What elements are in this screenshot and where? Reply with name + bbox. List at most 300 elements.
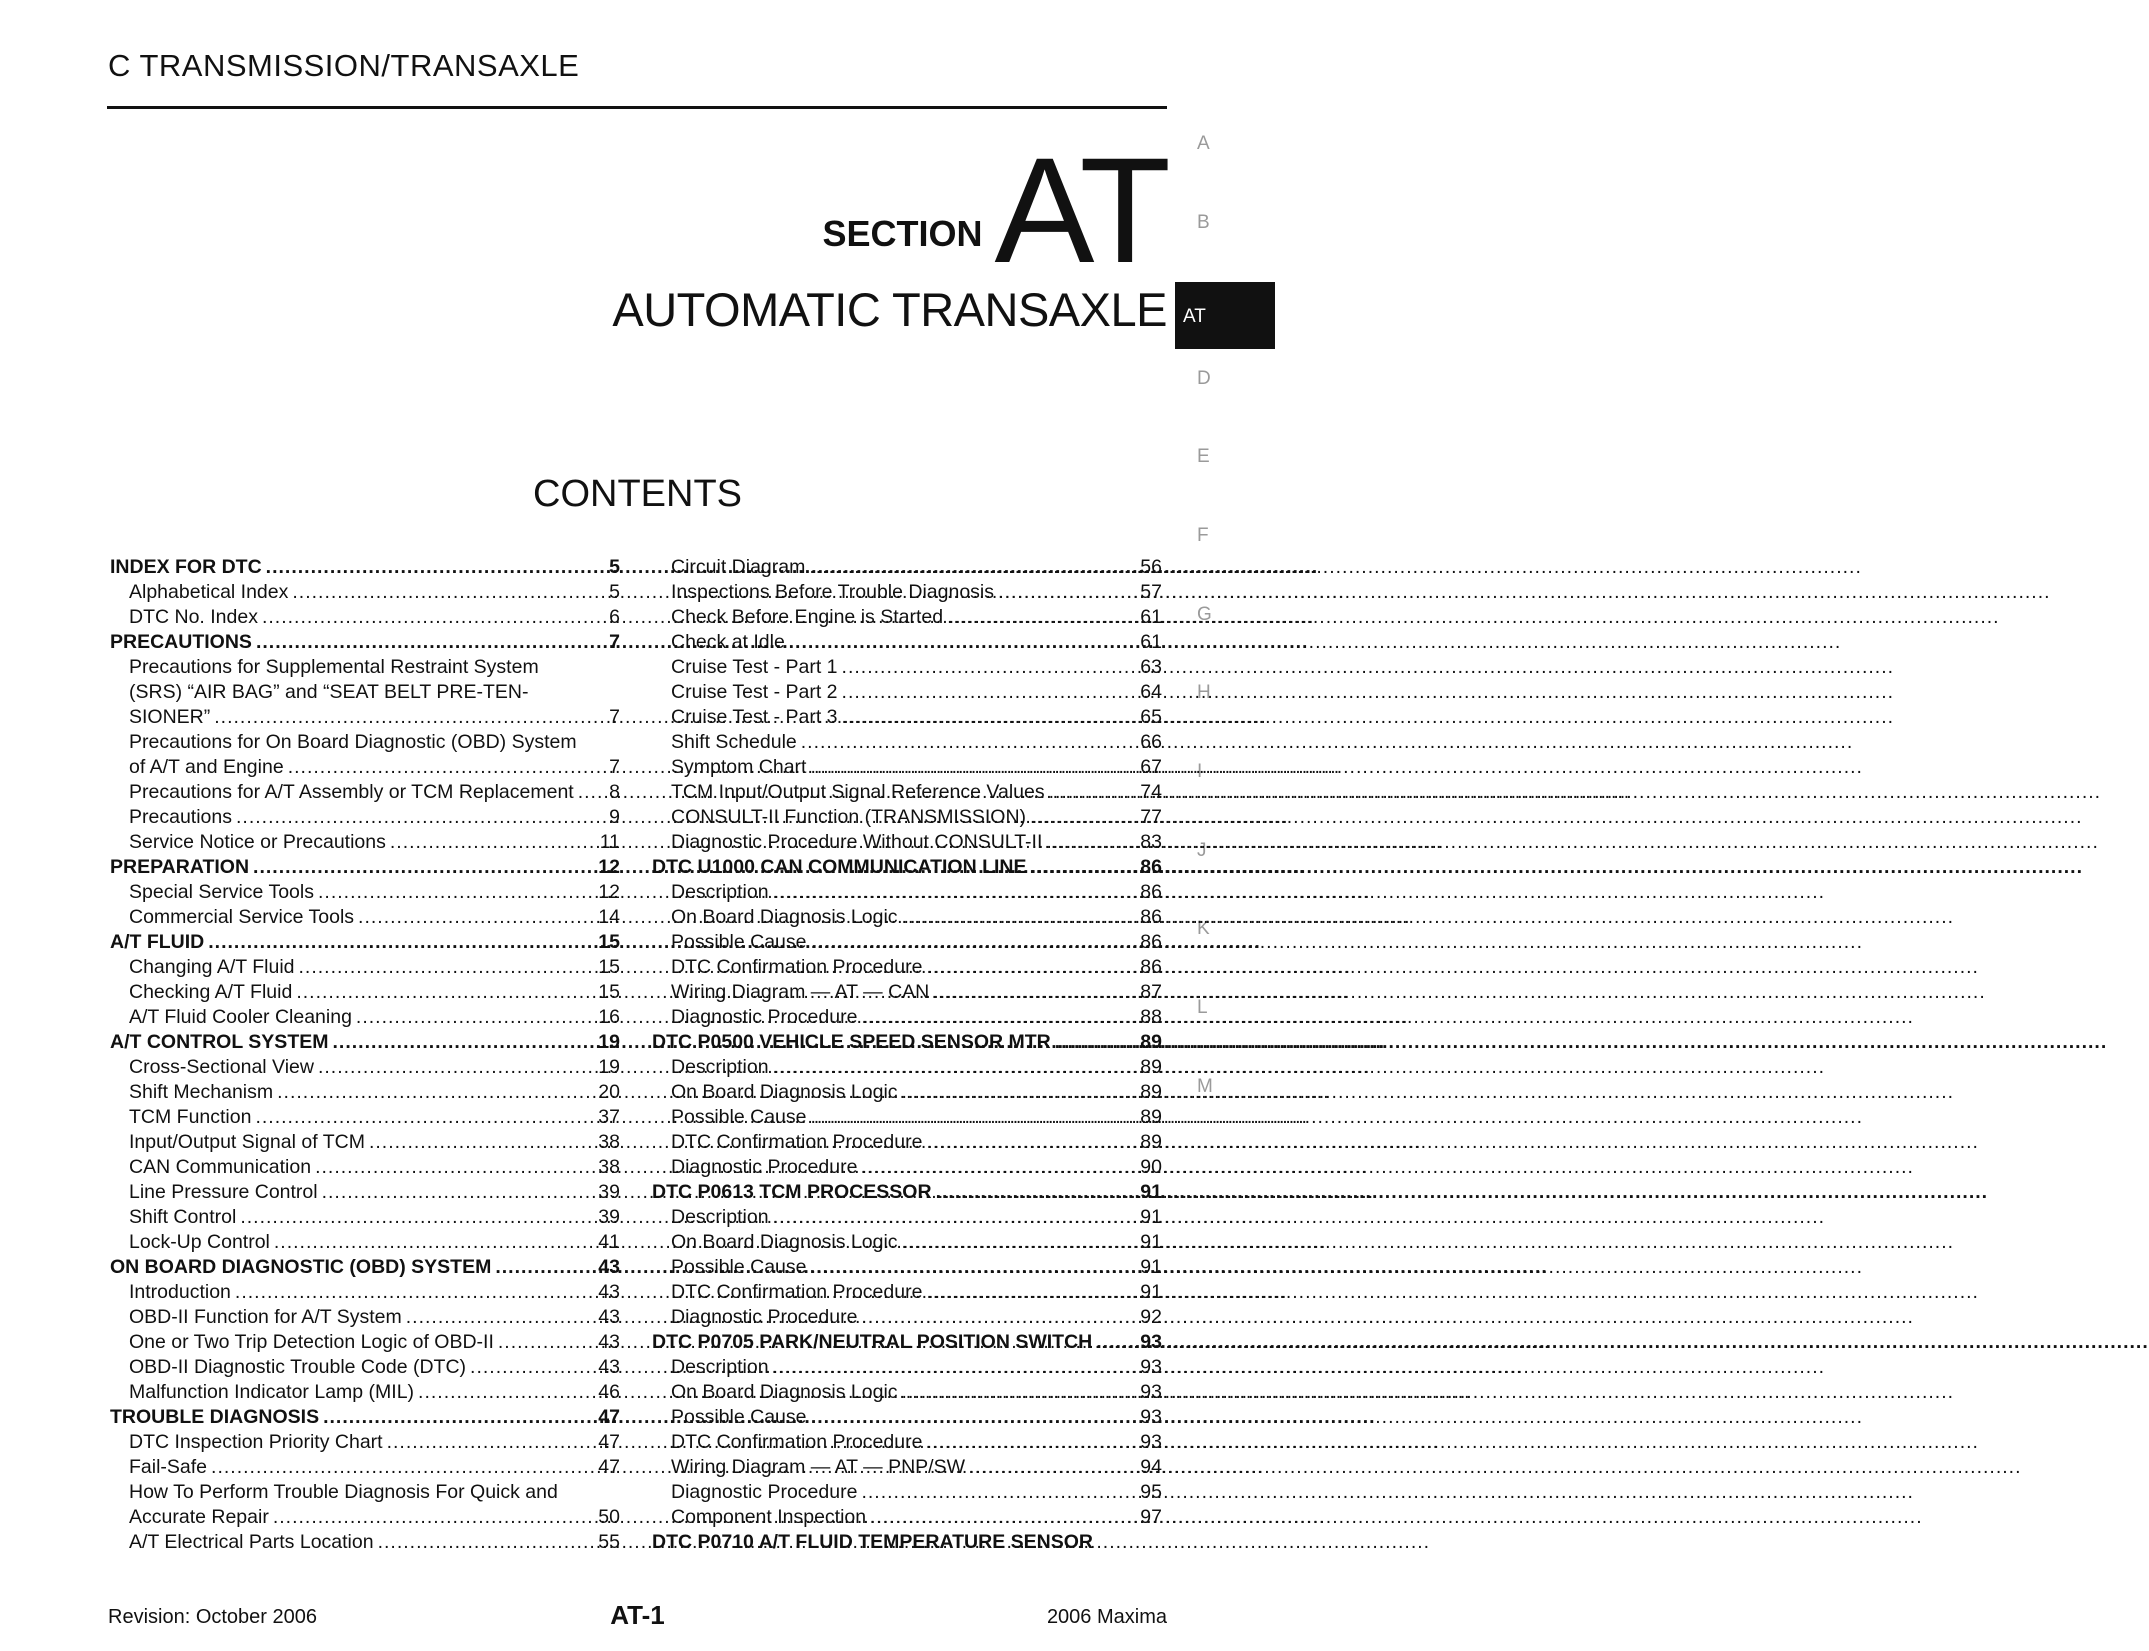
toc-entry-page: 91 xyxy=(1140,1281,1162,1303)
toc-leader-dots xyxy=(861,1005,1136,1030)
toc-entry-page: 7 xyxy=(609,631,620,653)
toc-entry-page: 88 xyxy=(1140,1006,1162,1028)
toc-entry-title: Special Service Tools xyxy=(129,881,314,903)
toc-entry[interactable] xyxy=(110,680,620,705)
toc-entry-title: Check at Idle xyxy=(671,631,785,653)
toc-entry-title: DTC U1000 CAN COMMUNICATION LINE xyxy=(652,856,1027,878)
toc-entry-page: 89 xyxy=(1140,1031,1162,1053)
toc-entry[interactable] xyxy=(652,1105,1162,1130)
toc-entry[interactable] xyxy=(110,580,620,605)
toc-leader-dots xyxy=(809,555,1136,580)
toc-entry[interactable] xyxy=(110,980,620,1005)
toc-entry-page: 74 xyxy=(1140,781,1162,803)
toc-right-column xyxy=(652,555,1162,1555)
toc-entry-page: 39 xyxy=(598,1181,620,1203)
toc-entry-title: How To Perform Trouble Diagnosis For Quick and xyxy=(129,1481,558,1503)
toc-entry[interactable] xyxy=(110,1055,620,1080)
toc-entry-title: Possible Cause xyxy=(671,1106,807,1128)
toc-entry[interactable] xyxy=(652,1305,1162,1330)
toc-leader-dots xyxy=(936,1180,1137,1205)
toc-leader-dots xyxy=(277,1080,594,1105)
toc-entry-page: 20 xyxy=(598,1081,620,1103)
toc-entry[interactable] xyxy=(652,1055,1162,1080)
toc-leader-dots xyxy=(811,1255,1137,1280)
toc-entry-page: 43 xyxy=(598,1356,620,1378)
toc-entry[interactable] xyxy=(110,755,620,780)
toc-entry-page: 93 xyxy=(1140,1381,1162,1403)
toc-entry[interactable] xyxy=(110,780,620,805)
toc-leader-dots xyxy=(318,880,594,905)
toc-leader-dots xyxy=(933,980,1136,1005)
toc-leader-dots xyxy=(801,730,1137,755)
toc-entry[interactable] xyxy=(110,1105,620,1130)
toc-leader-dots xyxy=(926,1130,1136,1155)
side-index-i[interactable]: I xyxy=(1197,761,1203,782)
toc-entry[interactable] xyxy=(652,605,1162,630)
section-code: AT xyxy=(994,126,1167,294)
toc-entry[interactable] xyxy=(110,1480,620,1505)
toc-leader-dots xyxy=(332,1030,594,1055)
toc-leader-dots xyxy=(842,705,1137,730)
toc-entry-page: 46 xyxy=(598,1381,620,1403)
toc-leader-dots xyxy=(811,1405,1137,1430)
toc-entry-title: ON BOARD DIAGNOSTIC (OBD) SYSTEM xyxy=(110,1256,492,1278)
toc-entry-title: Service Notice or Precautions xyxy=(129,831,386,853)
toc-entry[interactable] xyxy=(652,705,1162,730)
toc-entry-page: 87 xyxy=(1140,981,1162,1003)
toc-entry-title: On Board Diagnosis Logic xyxy=(671,906,898,928)
side-index-j[interactable]: J xyxy=(1197,840,1207,861)
toc-entry-title: On Board Diagnosis Logic xyxy=(671,1081,898,1103)
toc-leader-dots xyxy=(861,1155,1136,1180)
toc-leader-dots xyxy=(266,555,605,580)
toc-entry-title: On Board Diagnosis Logic xyxy=(671,1381,898,1403)
side-index-active-at[interactable] xyxy=(1175,282,1275,349)
toc-leader-dots xyxy=(1030,805,1136,830)
toc-leader-dots xyxy=(773,1055,1137,1080)
toc-entry[interactable] xyxy=(652,880,1162,905)
toc-left-column xyxy=(110,555,620,1555)
toc-entry-page: 86 xyxy=(1140,956,1162,978)
toc-leader-dots xyxy=(358,905,594,930)
toc-leader-dots xyxy=(470,1355,594,1380)
toc-entry-title: Accurate Repair xyxy=(129,1506,269,1528)
toc-entry-page: 92 xyxy=(1140,1306,1162,1328)
toc-entry-title: DTC P0705 PARK/NEUTRAL POSITION SWITCH xyxy=(652,1331,1093,1353)
toc-entry[interactable] xyxy=(652,1480,1162,1505)
toc-leader-dots xyxy=(322,1180,595,1205)
toc-entry[interactable] xyxy=(652,1255,1162,1280)
toc-entry[interactable] xyxy=(652,630,1162,655)
toc-entry-page: 95 xyxy=(1140,1481,1162,1503)
toc-entry-title: DTC P0710 A/T FLUID TEMPERATURE SENSOR xyxy=(652,1531,1093,1553)
toc-entry-title: DTC P0613 TCM PROCESSOR xyxy=(652,1181,932,1203)
toc-entry-title: Introduction xyxy=(129,1281,231,1303)
toc-entry[interactable] xyxy=(652,805,1162,830)
toc-entry[interactable] xyxy=(652,1080,1162,1105)
toc-entry-page: 93 xyxy=(1140,1406,1162,1428)
toc-section-entry[interactable] xyxy=(652,1180,1162,1205)
toc-entry-title: DTC Inspection Priority Chart xyxy=(129,1431,383,1453)
toc-entry[interactable] xyxy=(652,1130,1162,1155)
toc-entry[interactable] xyxy=(110,880,620,905)
toc-entry-page: 55 xyxy=(598,1531,620,1553)
toc-entry-page: 38 xyxy=(598,1131,620,1153)
toc-entry-title: TCM Function xyxy=(129,1106,252,1128)
toc-leader-dots xyxy=(255,1105,594,1130)
toc-section-entry[interactable] xyxy=(110,1405,620,1430)
toc-entry[interactable] xyxy=(110,605,620,630)
toc-entry-page: 91 xyxy=(1140,1181,1162,1203)
toc-entry-title: Diagnostic Procedure xyxy=(671,1006,858,1028)
toc-entry-title: Line Pressure Control xyxy=(129,1181,318,1203)
toc-entry-page: 11 xyxy=(599,831,620,853)
toc-entry-page: 12 xyxy=(598,881,620,903)
toc-leader-dots xyxy=(256,630,605,655)
toc-entry-page: 86 xyxy=(1140,906,1162,928)
toc-entry-title: INDEX FOR DTC xyxy=(110,556,262,578)
toc-entry-title: DTC Confirmation Procedure xyxy=(671,1431,923,1453)
toc-entry-title: Changing A/T Fluid xyxy=(129,956,295,978)
toc-entry[interactable] xyxy=(110,1180,620,1205)
toc-entry-title: PRECAUTIONS xyxy=(110,631,252,653)
toc-leader-dots xyxy=(1096,1330,1136,1355)
toc-entry[interactable] xyxy=(652,1355,1162,1380)
toc-entry[interactable] xyxy=(652,905,1162,930)
toc-entry[interactable] xyxy=(652,1455,1162,1480)
toc-entry-page: 77 xyxy=(1140,806,1162,828)
side-index-m[interactable]: M xyxy=(1197,1076,1213,1097)
toc-leader-dots xyxy=(998,580,1136,605)
toc-entry[interactable] xyxy=(110,655,620,680)
toc-entry-title: Diagnostic Procedure xyxy=(671,1481,858,1503)
toc-entry[interactable] xyxy=(652,1205,1162,1230)
toc-entry-title: Cruise Test - Part 3 xyxy=(671,706,838,728)
toc-entry[interactable] xyxy=(652,1380,1162,1405)
toc-entry[interactable] xyxy=(652,955,1162,980)
footer-page-id: AT-1 xyxy=(610,1600,665,1630)
toc-entry[interactable] xyxy=(110,1005,620,1030)
toc-entry-page: 67 xyxy=(1140,756,1162,778)
toc-entry-title: Alphabetical Index xyxy=(129,581,289,603)
toc-entry-page: 7 xyxy=(609,706,620,728)
toc-leader-dots xyxy=(811,1105,1137,1130)
toc-entry-title: Description xyxy=(671,881,769,903)
toc-leader-dots xyxy=(299,955,595,980)
toc-entry-page: 14 xyxy=(598,906,620,928)
toc-leader-dots xyxy=(870,1505,1136,1530)
toc-entry-title: TCM Input/Output Signal Reference Values xyxy=(671,781,1045,803)
toc-entry-title: Lock-Up Control xyxy=(129,1231,270,1253)
toc-entry-page: 5 xyxy=(609,556,620,578)
toc-entry[interactable] xyxy=(652,1505,1162,1530)
toc-entry[interactable] xyxy=(652,1155,1162,1180)
toc-section-entry[interactable] xyxy=(652,1530,1162,1555)
toc-entry[interactable] xyxy=(110,1330,620,1355)
toc-entry-page: 19 xyxy=(598,1031,620,1053)
toc-entry-page: 89 xyxy=(1140,1131,1162,1153)
toc-entry-title: Check Before Engine is Started xyxy=(671,606,944,628)
toc-leader-dots xyxy=(773,1355,1137,1380)
toc-entry-page: 12 xyxy=(598,856,620,878)
toc-entry-title: DTC No. Index xyxy=(129,606,258,628)
side-index-l[interactable]: L xyxy=(1197,997,1208,1018)
toc-entry-title: Shift Mechanism xyxy=(129,1081,274,1103)
toc-entry-page: 83 xyxy=(1140,831,1162,853)
toc-entry-title: Shift Control xyxy=(129,1206,237,1228)
toc-entry-title: PREPARATION xyxy=(110,856,250,878)
side-index-b[interactable]: B xyxy=(1197,212,1210,233)
toc-entry-title: DTC P0500 VEHICLE SPEED SENSOR MTR xyxy=(652,1031,1051,1053)
header-rule xyxy=(107,106,1167,109)
toc-leader-dots xyxy=(390,830,596,855)
toc-entry-page: 91 xyxy=(1140,1231,1162,1253)
toc-entry-page: 8 xyxy=(609,781,620,803)
toc-entry[interactable] xyxy=(110,705,620,730)
toc-entry[interactable] xyxy=(652,1280,1162,1305)
toc-entry[interactable] xyxy=(652,555,1162,580)
toc-entry-page: 89 xyxy=(1140,1056,1162,1078)
toc-entry-page: 38 xyxy=(598,1156,620,1178)
toc-entry-page: 89 xyxy=(1140,1106,1162,1128)
toc-entry-title: DTC Confirmation Procedure xyxy=(671,956,923,978)
toc-leader-dots xyxy=(378,1530,595,1555)
toc-entry-title: Component Inspection xyxy=(671,1506,867,1528)
toc-entry-page: 47 xyxy=(598,1406,620,1428)
toc-entry[interactable] xyxy=(652,1230,1162,1255)
toc-entry-title: of A/T and Engine xyxy=(129,756,284,778)
toc-entry[interactable] xyxy=(652,730,1162,755)
toc-entry-title: Cross-Sectional View xyxy=(129,1056,314,1078)
toc-entry-title: CAN Communication xyxy=(129,1156,312,1178)
toc-leader-dots xyxy=(926,1280,1136,1305)
toc-section-entry[interactable] xyxy=(110,1030,620,1055)
toc-entry-title: Malfunction Indicator Lamp (MIL) xyxy=(129,1381,415,1403)
toc-entry-title: CONSULT-II Function (TRANSMISSION) xyxy=(671,806,1027,828)
toc-entry[interactable] xyxy=(652,1405,1162,1430)
toc-leader-dots xyxy=(292,580,605,605)
side-index-active-label: AT xyxy=(1183,306,1206,327)
toc-entry-page: 15 xyxy=(598,956,620,978)
toc-entry-title: Diagnostic Procedure Without CONSULT-II xyxy=(671,831,1043,853)
toc-entry[interactable] xyxy=(110,1530,620,1555)
toc-leader-dots xyxy=(810,755,1136,780)
toc-entry-title: Description xyxy=(671,1056,769,1078)
side-index-h[interactable]: H xyxy=(1197,682,1211,703)
toc-entry-page: 37 xyxy=(598,1106,620,1128)
toc-entry-title: OBD-II Diagnostic Trouble Code (DTC) xyxy=(129,1356,467,1378)
contents-title: CONTENTS xyxy=(533,473,742,515)
toc-entry-title: Precautions for A/T Assembly or TCM Replacement xyxy=(129,781,574,803)
toc-leader-dots xyxy=(236,805,605,830)
toc-entry[interactable] xyxy=(110,1155,620,1180)
toc-entry[interactable] xyxy=(110,1505,620,1530)
toc-leader-dots xyxy=(926,1430,1136,1455)
toc-entry-title: SIONER” xyxy=(129,706,211,728)
toc-leader-dots xyxy=(969,1455,1136,1480)
toc-leader-dots xyxy=(240,1205,594,1230)
toc-entry-page: 91 xyxy=(1140,1256,1162,1278)
side-index-e[interactable]: E xyxy=(1197,446,1210,467)
toc-leader-dots xyxy=(208,930,594,955)
toc-entry-page: 86 xyxy=(1140,881,1162,903)
toc-entry-page: 39 xyxy=(598,1206,620,1228)
toc-entry[interactable] xyxy=(110,1355,620,1380)
toc-leader-dots xyxy=(406,1305,595,1330)
toc-leader-dots xyxy=(253,855,594,880)
toc-entry-page: 64 xyxy=(1140,681,1162,703)
toc-leader-dots xyxy=(902,1230,1137,1255)
toc-entry-title: A/T FLUID xyxy=(110,931,205,953)
toc-entry-title: Precautions for Supplemental Restraint System xyxy=(129,656,539,678)
side-index-f[interactable]: F xyxy=(1197,525,1209,546)
toc-entry[interactable] xyxy=(652,1430,1162,1455)
toc-entry-page: 43 xyxy=(598,1281,620,1303)
toc-entry-title: A/T Fluid Cooler Cleaning xyxy=(129,1006,352,1028)
toc-entry-title: Description xyxy=(671,1356,769,1378)
toc-entry-title: Possible Cause xyxy=(671,1406,807,1428)
toc-entry[interactable] xyxy=(110,730,620,755)
toc-leader-dots xyxy=(387,1430,595,1455)
toc-leader-dots xyxy=(902,1080,1137,1105)
toc-entry[interactable] xyxy=(652,930,1162,955)
toc-entry-title: Description xyxy=(671,1206,769,1228)
toc-entry-title: OBD-II Function for A/T System xyxy=(129,1306,402,1328)
toc-leader-dots xyxy=(1031,855,1137,880)
footer-model: 2006 Maxima xyxy=(1046,1606,1167,1628)
toc-section-entry[interactable] xyxy=(652,1030,1162,1055)
toc-leader-dots xyxy=(861,1480,1136,1505)
toc-entry-title: Diagnostic Procedure xyxy=(671,1156,858,1178)
toc-entry[interactable] xyxy=(110,1305,620,1330)
footer-revision: Revision: October 2006 xyxy=(108,1606,318,1628)
toc-section-entry[interactable] xyxy=(652,855,1162,880)
toc-entry[interactable] xyxy=(652,830,1162,855)
toc-entry[interactable] xyxy=(110,1455,620,1480)
toc-leader-dots xyxy=(1046,830,1136,855)
toc-leader-dots xyxy=(495,1255,594,1280)
toc-entry-title: Fail-Safe xyxy=(129,1456,208,1478)
toc-entry[interactable] xyxy=(110,1280,620,1305)
toc-entry-page: 94 xyxy=(1140,1456,1162,1478)
toc-entry-title: DTC Confirmation Procedure xyxy=(671,1131,923,1153)
section-heading xyxy=(822,126,1167,294)
toc-entry-page: 66 xyxy=(1140,731,1162,753)
toc-entry-page: 19 xyxy=(598,1056,620,1078)
toc-entry-page: 43 xyxy=(598,1256,620,1278)
toc-entry-title: Inspections Before Trouble Diagnosis xyxy=(671,581,995,603)
toc-entry-title: Possible Cause xyxy=(671,1256,807,1278)
toc-entry-page: 90 xyxy=(1140,1156,1162,1178)
toc-leader-dots xyxy=(902,905,1137,930)
toc-entry[interactable] xyxy=(110,1380,620,1405)
toc-leader-dots xyxy=(1049,780,1137,805)
toc-entry[interactable] xyxy=(652,580,1162,605)
toc-entry[interactable] xyxy=(652,755,1162,780)
toc-leader-dots xyxy=(262,605,605,630)
toc-entry[interactable] xyxy=(110,955,620,980)
toc-entry-title: One or Two Trip Detection Logic of OBD-II xyxy=(129,1331,494,1353)
toc-leader-dots xyxy=(926,955,1136,980)
toc-entry-page: 5 xyxy=(609,581,620,603)
toc-entry[interactable] xyxy=(110,830,620,855)
side-index-k[interactable]: K xyxy=(1197,918,1210,939)
toc-entry-page: 61 xyxy=(1140,631,1162,653)
toc-entry-page: 47 xyxy=(598,1431,620,1453)
toc-leader-dots xyxy=(811,930,1137,955)
toc-leader-dots xyxy=(288,755,605,780)
side-index-d[interactable]: D xyxy=(1197,368,1211,389)
toc-entry[interactable] xyxy=(652,680,1162,705)
toc-section-entry[interactable] xyxy=(110,1255,620,1280)
toc-entry-title: (SRS) “AIR BAG” and “SEAT BELT PRE-TEN- xyxy=(129,681,529,703)
toc-leader-dots xyxy=(861,1305,1136,1330)
toc-entry[interactable] xyxy=(652,780,1162,805)
toc-entry-title: A/T CONTROL SYSTEM xyxy=(110,1031,329,1053)
side-index-a[interactable]: A xyxy=(1197,133,1210,154)
toc-leader-dots xyxy=(211,1455,594,1480)
toc-entry-page: 93 xyxy=(1140,1431,1162,1453)
toc-entry[interactable] xyxy=(110,805,620,830)
toc-entry-page: 65 xyxy=(1140,706,1162,728)
toc-entry-title: Precautions for On Board Diagnostic (OBD) System xyxy=(129,731,577,753)
toc-entry-page: 50 xyxy=(598,1506,620,1528)
toc-leader-dots xyxy=(369,1130,594,1155)
toc-entry[interactable] xyxy=(110,905,620,930)
toc-leader-dots xyxy=(356,1005,594,1030)
toc-entry-title: On Board Diagnosis Logic xyxy=(671,1231,898,1253)
toc-entry-page: 16 xyxy=(598,1006,620,1028)
toc-entry-title: TROUBLE DIAGNOSIS xyxy=(110,1406,320,1428)
toc-entry-page: 86 xyxy=(1140,931,1162,953)
toc-leader-dots xyxy=(842,680,1137,705)
toc-section-entry[interactable] xyxy=(652,1330,1162,1355)
toc-entry-page: 15 xyxy=(598,931,620,953)
toc-leader-dots xyxy=(273,1505,594,1530)
toc-entry[interactable] xyxy=(110,1430,620,1455)
toc-entry[interactable] xyxy=(652,980,1162,1005)
toc-entry-title: Shift Schedule xyxy=(671,731,797,753)
toc-entry[interactable] xyxy=(110,1130,620,1155)
toc-leader-dots xyxy=(947,605,1136,630)
toc-entry-page: 61 xyxy=(1140,606,1162,628)
toc-leader-dots xyxy=(578,780,605,805)
toc-leader-dots xyxy=(773,880,1137,905)
toc-entry-page: 57 xyxy=(1140,581,1162,603)
toc-entry-title: Symptom Chart xyxy=(671,756,807,778)
toc-entry[interactable] xyxy=(110,1205,620,1230)
toc-section-entry[interactable] xyxy=(110,555,620,580)
section-word: SECTION xyxy=(822,213,983,254)
toc-entry[interactable] xyxy=(652,1005,1162,1030)
toc-section-entry[interactable] xyxy=(110,855,620,880)
toc-entry-page: 63 xyxy=(1140,656,1162,678)
toc-entry-title: Precautions xyxy=(129,806,232,828)
toc-entry-title: DTC Confirmation Procedure xyxy=(671,1281,923,1303)
toc-entry[interactable] xyxy=(110,1230,620,1255)
toc-entry[interactable] xyxy=(652,655,1162,680)
toc-entry[interactable] xyxy=(110,1080,620,1105)
toc-leader-dots xyxy=(318,1055,594,1080)
toc-entry-page: 41 xyxy=(598,1231,620,1253)
side-index-g[interactable]: G xyxy=(1197,604,1212,625)
toc-section-entry[interactable] xyxy=(110,930,620,955)
toc-leader-dots xyxy=(323,1405,594,1430)
toc-section-entry[interactable] xyxy=(110,630,620,655)
toc-leader-dots xyxy=(498,1330,594,1355)
toc-entry-title: Cruise Test - Part 1 xyxy=(671,656,838,678)
toc-leader-dots xyxy=(773,1205,1137,1230)
